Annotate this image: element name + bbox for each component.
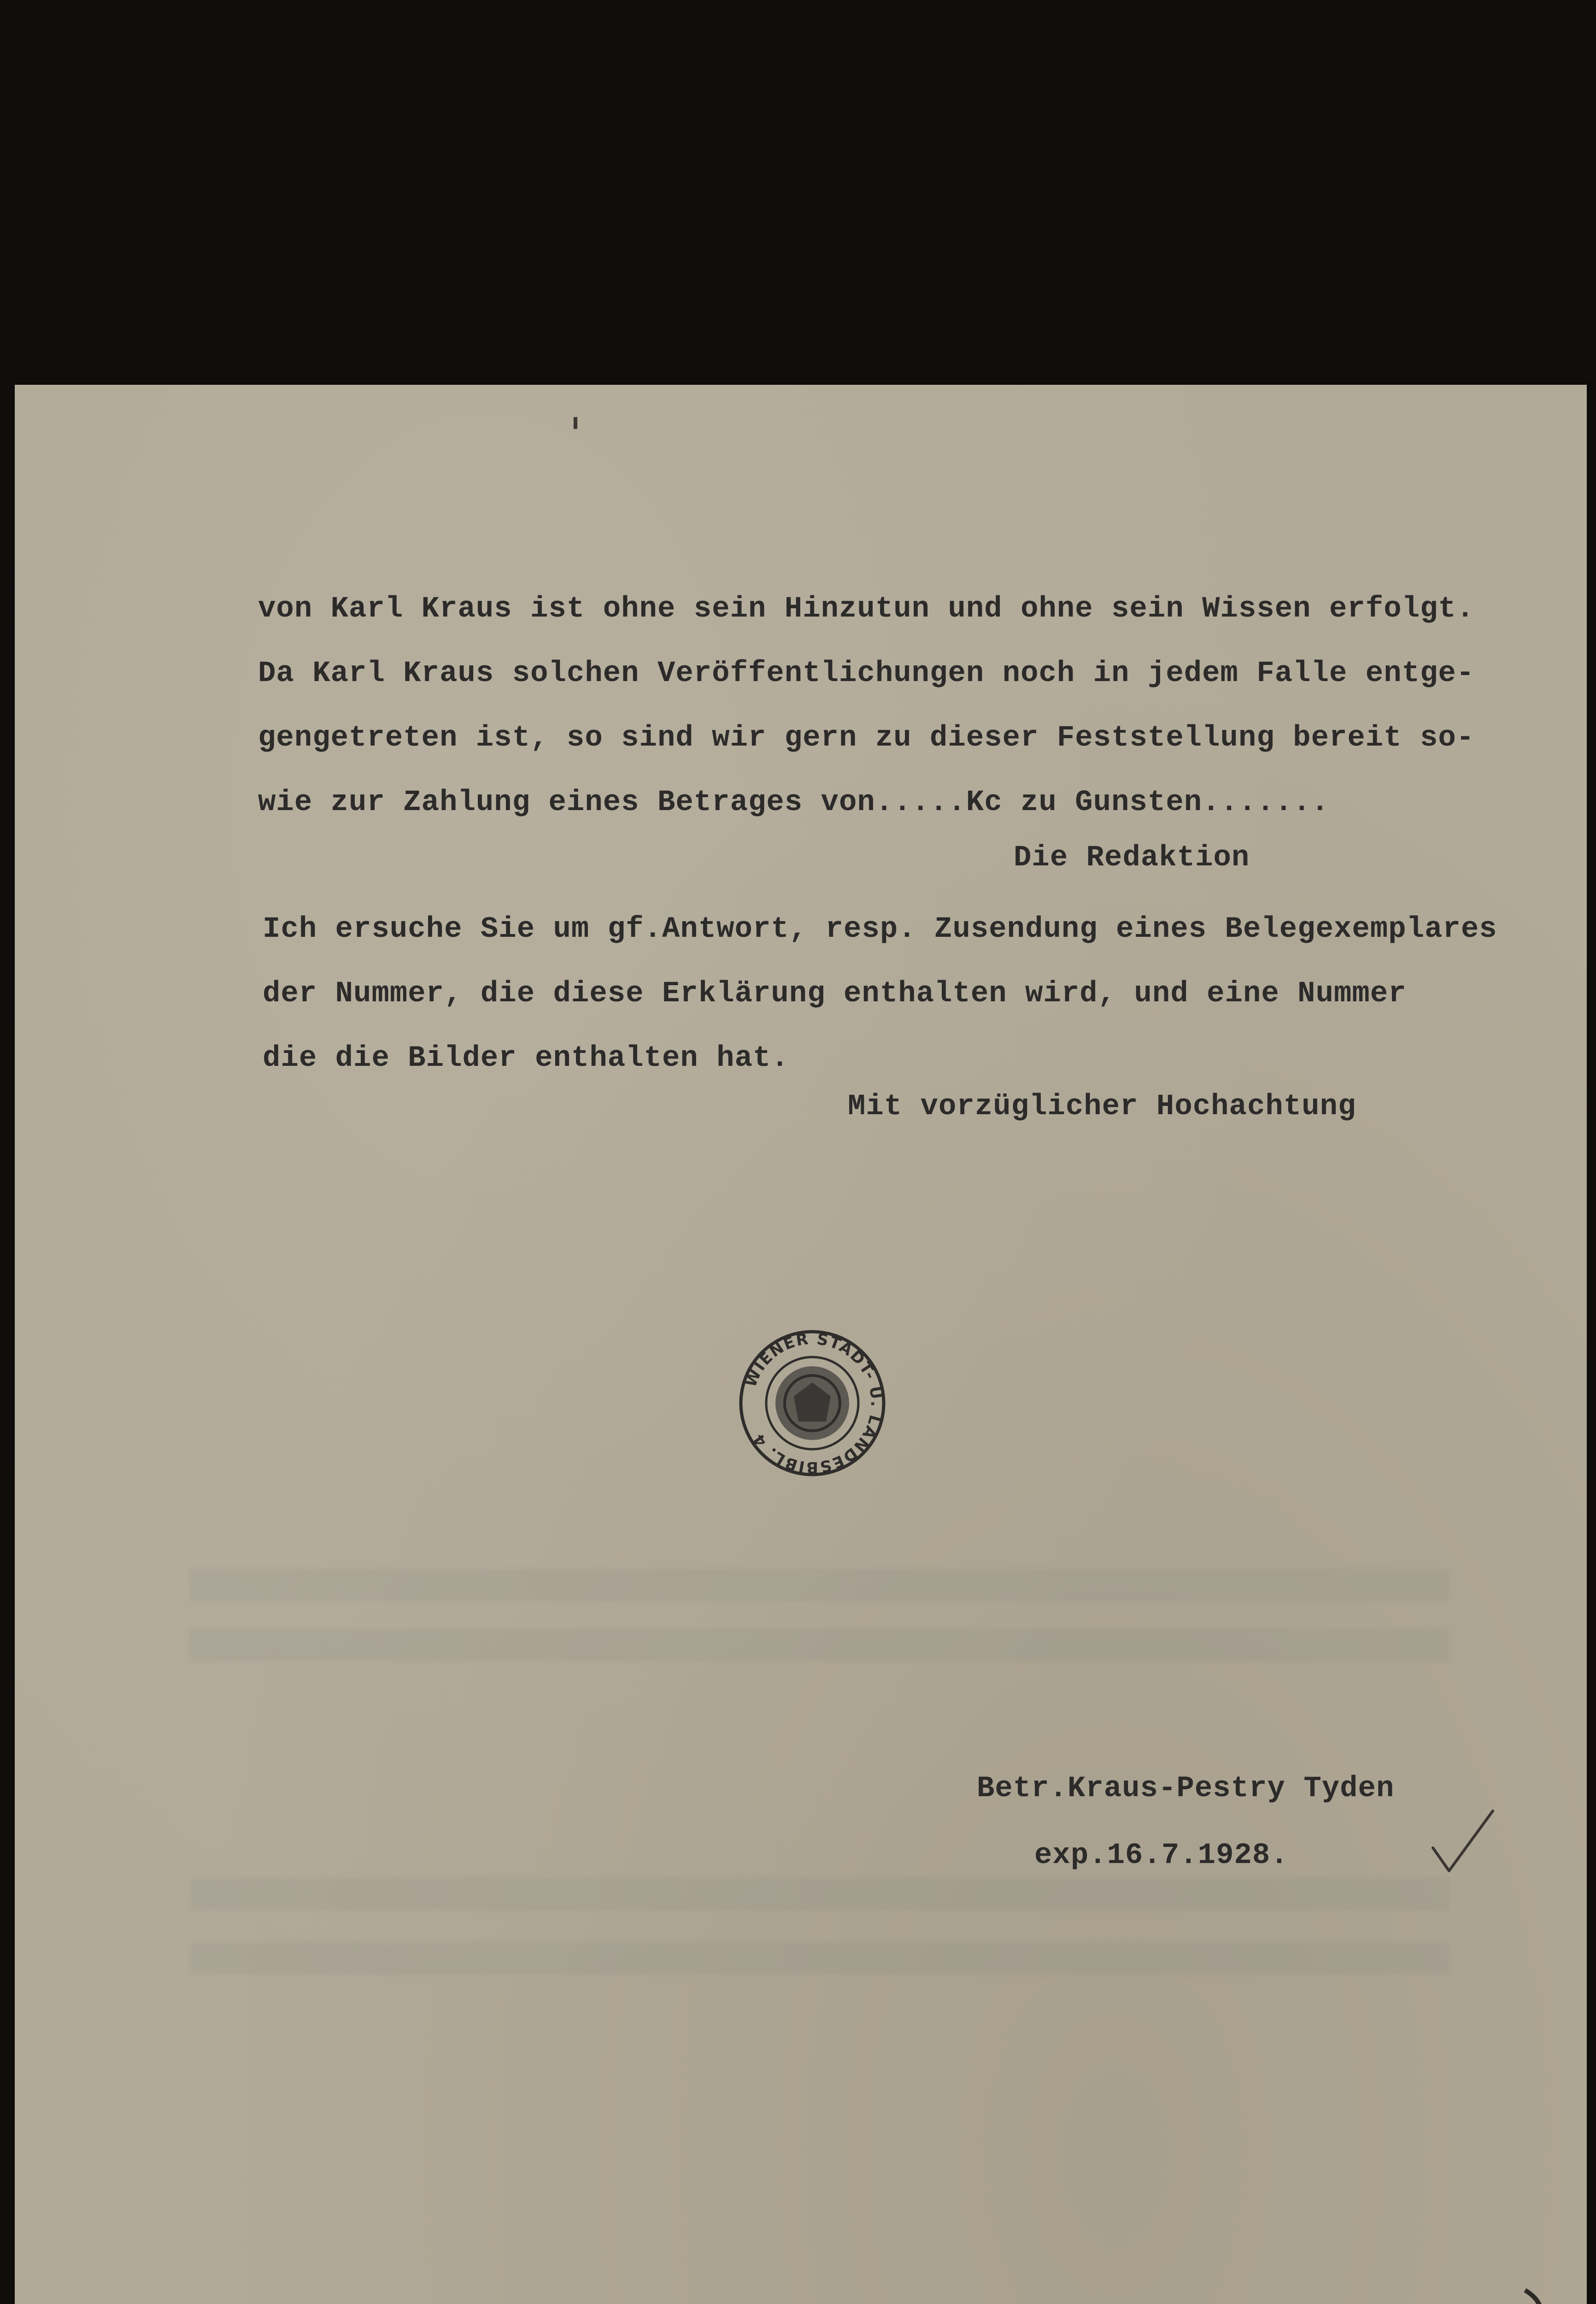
checkmark-icon [1424, 1806, 1497, 1880]
letter-line-2: Da Karl Kraus solchen Veröffentlichungen noch in jedem Falle entge- [258, 657, 1475, 690]
request-line-2: der Nummer, die diese Erklärung enthalten wird, und eine Nummer [263, 977, 1407, 1011]
signature-redaktion: Die Redaktion [1014, 841, 1250, 875]
torn-corner [1520, 2286, 1557, 2304]
library-stamp [736, 1327, 888, 1479]
request-line-1: Ich ersuche Sie um gf.Antwort, resp. Zusendung eines Belegexemplares [263, 913, 1497, 946]
reference-line: Betr.Kraus-Pestry Tyden [977, 1772, 1395, 1805]
letter-line-3: gengetreten ist, so sind wir gern zu dieser Feststellung bereit so- [258, 722, 1475, 755]
letter-line-1: von Karl Kraus ist ohne sein Hinzutun und ohne sein Wissen erfolgt. [258, 593, 1475, 626]
closing-salutation: Mit vorzüglicher Hochachtung [848, 1090, 1356, 1123]
letter-line-4: wie zur Zahlung eines Betrages von.....Kc zu Gunsten....... [258, 786, 1329, 819]
expedited-date: exp.16.7.1928. [1034, 1839, 1289, 1872]
show-through-line [190, 1569, 1449, 1601]
show-through-line [190, 1629, 1449, 1661]
show-through-line [190, 1878, 1449, 1910]
request-line-3: die die Bilder enthalten hat. [263, 1042, 789, 1075]
show-through-line [190, 1942, 1449, 1975]
stamp-text: WIENER STADT- U. LANDESBIBL. 4 [741, 1329, 886, 1477]
margin-mark [574, 417, 577, 429]
